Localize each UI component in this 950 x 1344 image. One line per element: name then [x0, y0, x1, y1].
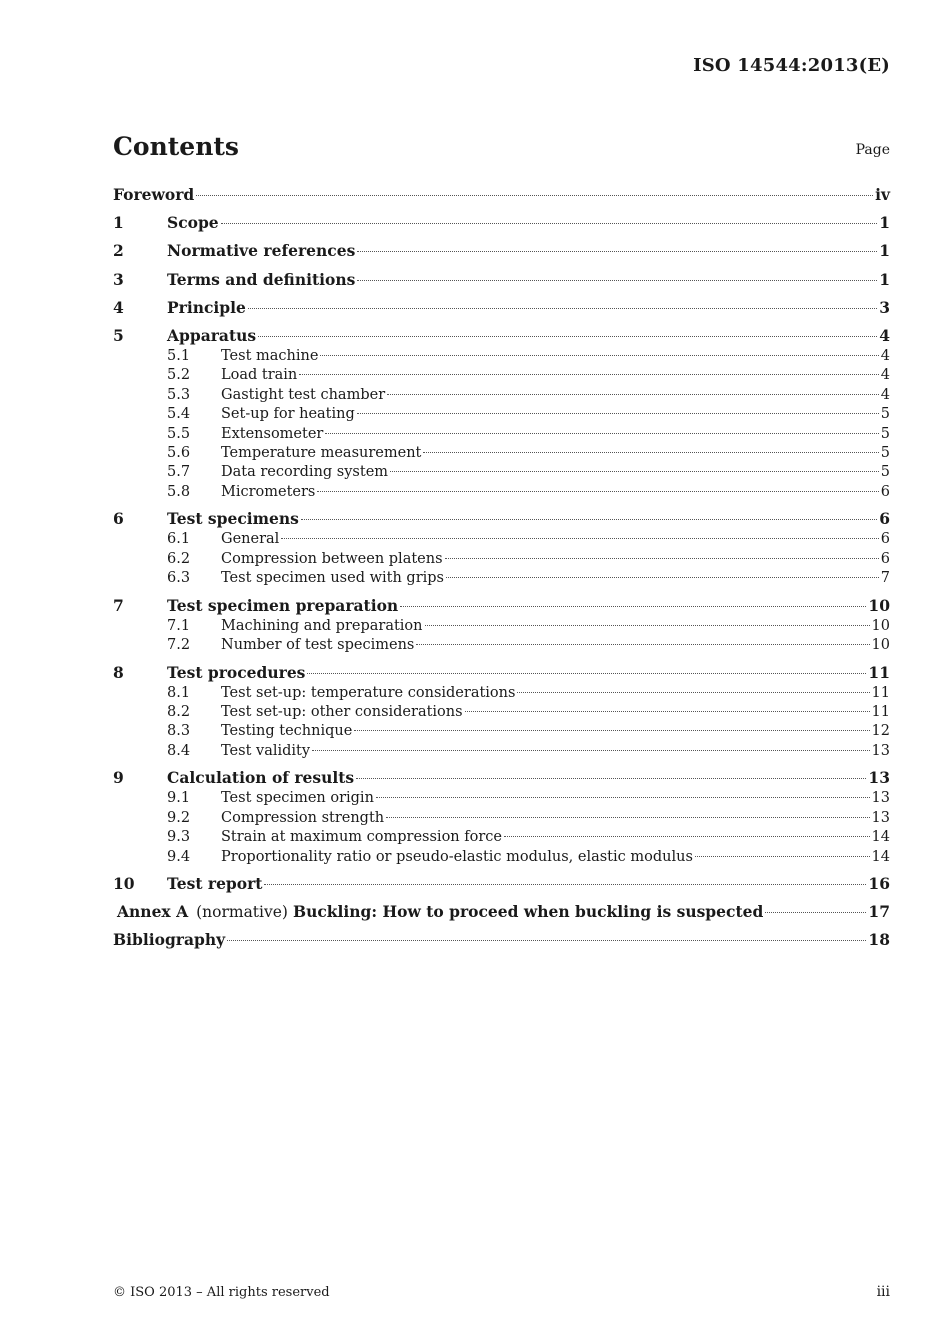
toc-entry-number: 10	[113, 874, 135, 894]
dot-leader	[196, 195, 873, 196]
toc-entry-number: 4	[113, 297, 124, 317]
toc-entry-number: 5	[113, 325, 124, 345]
toc-entry-page: 11	[868, 662, 890, 682]
toc-entry[interactable]	[113, 483, 890, 502]
dot-leader	[390, 471, 879, 472]
dot-leader	[258, 336, 877, 337]
toc-entry-title: Scope	[167, 213, 219, 233]
dot-leader	[281, 538, 878, 539]
toc-entry-number: 8	[113, 662, 124, 682]
toc-entry-title: Set-up for heating	[221, 406, 355, 423]
toc-entry-title: Foreword	[113, 185, 195, 204]
toc-entry-page: 5	[880, 464, 890, 481]
contents-title: Contents	[113, 132, 240, 161]
toc-entry-number: 5.8	[167, 483, 191, 500]
toc-entry-page: iv	[875, 185, 890, 204]
toc-entry-number: 5.3	[167, 386, 191, 403]
toc-entry-page: 17	[868, 902, 890, 922]
toc-entry-title: Normative references	[167, 241, 356, 261]
toc-entry-title: Terms and definitions	[167, 269, 356, 289]
toc-entry[interactable]	[113, 617, 890, 636]
toc-entry-title: Principle	[167, 297, 246, 317]
contents-heading	[113, 132, 890, 164]
toc-entry-number: 7	[113, 595, 124, 615]
toc-entry-page: 6	[880, 531, 890, 548]
toc-entry-page: 10	[871, 637, 890, 653]
toc-entry-title: Test machine	[221, 347, 319, 364]
toc-entry-number: 9.1	[167, 790, 191, 807]
toc-entry-title: Number of test specimens	[221, 637, 415, 653]
toc-entry-number: 5.6	[167, 444, 191, 461]
toc-entry[interactable]	[113, 703, 890, 722]
toc-entry-page: 4	[880, 347, 890, 364]
toc-annex-type: (normative)	[196, 903, 288, 922]
toc-entry-title: Proportionality ratio or pseudo-elastic modulus, elastic modulus	[221, 848, 693, 865]
toc-entry-number: 7.1	[167, 617, 191, 634]
dot-leader	[357, 251, 877, 252]
toc-entry-page: 13	[871, 809, 890, 826]
document-id: ISO 14544:2013(E)	[693, 55, 890, 76]
toc-entry-page: 4	[880, 386, 890, 403]
toc-entry-number: 3	[113, 269, 124, 289]
toc-entry[interactable]	[113, 530, 890, 549]
toc-entry-title: Gastight test chamber	[221, 386, 386, 403]
toc-entry-number: 5.7	[167, 464, 191, 481]
toc-entry-page: 16	[868, 874, 890, 894]
toc-entry-page: 5	[880, 406, 890, 423]
toc-entry[interactable]	[113, 325, 890, 347]
toc-entry-page: 3	[879, 297, 890, 317]
toc-entry-page: 18	[868, 930, 890, 950]
dot-leader	[376, 797, 870, 798]
toc-entry-title: Test specimen used with grips	[221, 570, 444, 587]
toc-entry-number: 6.2	[167, 550, 191, 567]
toc-entry-page: 13	[868, 768, 890, 788]
toc-entry-title: Data recording system	[221, 464, 389, 481]
dot-leader	[317, 491, 878, 492]
toc-entry-title: Test set-up: temperature considerations	[221, 684, 516, 701]
toc-entry-number: 2	[113, 241, 124, 261]
dot-leader	[387, 394, 879, 395]
toc-entry-title: Buckling: How to proceed when buckling is suspected	[292, 902, 764, 922]
dot-leader	[423, 452, 878, 453]
toc-entry[interactable]	[113, 848, 890, 867]
toc-entry-number: 9	[113, 768, 124, 788]
toc-entry[interactable]	[113, 662, 890, 684]
dot-leader	[301, 519, 877, 520]
toc-entry[interactable]	[113, 297, 890, 319]
toc-annex-label: Annex A	[117, 902, 189, 922]
toc-entry[interactable]	[113, 425, 890, 444]
toc-entry-number: 5.4	[167, 406, 191, 423]
dot-leader	[517, 692, 869, 693]
dot-leader	[264, 884, 866, 885]
toc-entry[interactable]	[113, 240, 890, 262]
dot-leader	[357, 413, 879, 414]
toc-entry[interactable]	[113, 550, 890, 569]
dot-leader	[307, 673, 866, 674]
toc-entry-page: 1	[879, 269, 890, 289]
toc-entry-number: 8.3	[167, 723, 191, 740]
toc-entry-page: 1	[879, 241, 890, 261]
toc-entry-page: 12	[871, 723, 890, 740]
toc-entry-title: Test specimen origin	[221, 790, 374, 807]
toc-entry-page: 14	[871, 829, 890, 846]
dot-leader	[695, 856, 870, 857]
dot-leader	[248, 308, 877, 309]
dot-leader	[400, 606, 866, 607]
toc-entry-page: 13	[871, 790, 890, 807]
toc-entry[interactable]	[113, 809, 890, 828]
toc-entry-title: Apparatus	[167, 325, 257, 345]
toc-entry[interactable]	[113, 444, 890, 463]
toc-entry-title: Extensometer	[221, 425, 324, 442]
dot-leader	[416, 644, 869, 645]
toc-entry-title: Test report	[167, 874, 263, 894]
dot-leader	[357, 280, 877, 281]
toc-entry-number: 8.4	[167, 742, 191, 759]
dot-leader	[312, 750, 869, 751]
toc-entry[interactable]	[113, 184, 890, 206]
toc-entry[interactable]	[113, 742, 890, 761]
toc-entry-page: 5	[880, 425, 890, 442]
dot-leader	[425, 625, 870, 626]
toc-entry-number: 8.1	[167, 684, 191, 701]
toc-entry[interactable]	[113, 405, 890, 424]
toc-entry-title: Micrometers	[221, 483, 316, 500]
toc-entry-title: Testing technique	[221, 723, 353, 740]
toc-entry-title: Test specimens	[167, 509, 299, 529]
dot-leader	[320, 355, 878, 356]
toc-entry-page: 11	[871, 703, 890, 720]
toc-entry-title: Load train	[221, 367, 298, 384]
toc-entry-title: Strain at maximum compression force	[221, 829, 502, 846]
toc-entry-title: Test set-up: other considerations	[221, 703, 463, 720]
dot-leader	[446, 577, 879, 578]
toc-entry-number: 5.2	[167, 367, 191, 384]
toc-entry-page: 10	[871, 617, 890, 634]
dot-leader	[386, 817, 869, 818]
toc-entry-title: Machining and preparation	[221, 617, 423, 634]
table-of-contents	[113, 184, 890, 951]
page-number: iii	[876, 1284, 890, 1300]
toc-entry[interactable]	[113, 684, 890, 703]
toc-entry-number: 7.2	[167, 637, 191, 653]
toc-entry-title: Compression strength	[221, 809, 385, 826]
toc-entry[interactable]	[113, 767, 890, 789]
toc-entry-page: 7	[880, 570, 890, 587]
toc-entry-title: Test specimen preparation	[167, 595, 399, 615]
dot-leader	[465, 711, 870, 712]
toc-entry-number: 1	[113, 213, 124, 233]
toc-entry-title: Bibliography	[113, 930, 226, 950]
toc-entry-number: 5.1	[167, 347, 191, 364]
dot-leader	[356, 778, 866, 779]
toc-entry[interactable]	[113, 508, 890, 530]
toc-entry-title: Compression between platens	[221, 550, 443, 567]
toc-entry-page: 11	[871, 684, 890, 701]
toc-entry-number: 6	[113, 509, 124, 529]
toc-entry-page: 1	[879, 213, 890, 233]
page-column-label: Page	[855, 142, 890, 158]
toc-entry-number: 6.3	[167, 570, 191, 587]
copyright-notice: © ISO 2013 – All rights reserved	[113, 1285, 330, 1300]
dot-leader	[299, 374, 878, 375]
toc-entry-page: 6	[879, 509, 890, 529]
toc-entry-title: Test procedures	[167, 662, 306, 682]
toc-entry[interactable]	[113, 636, 890, 655]
toc-entry-page: 4	[880, 367, 890, 384]
toc-entry[interactable]	[113, 789, 890, 808]
dot-leader	[765, 912, 866, 913]
dot-leader	[445, 558, 879, 559]
toc-entry[interactable]	[113, 873, 890, 895]
toc-entry-number: 9.2	[167, 809, 191, 826]
toc-entry-number: 6.1	[167, 531, 191, 548]
toc-entry-number: 5.5	[167, 425, 191, 442]
toc-entry[interactable]	[113, 569, 890, 588]
toc-entry[interactable]	[113, 386, 890, 405]
toc-entry[interactable]	[113, 366, 890, 385]
toc-entry[interactable]	[113, 722, 890, 741]
toc-entry-page: 6	[880, 550, 890, 567]
dot-leader	[504, 836, 870, 837]
toc-entry[interactable]	[113, 929, 890, 951]
toc-entry[interactable]	[113, 828, 890, 847]
toc-entry[interactable]	[113, 595, 890, 617]
toc-entry-page: 4	[879, 325, 890, 345]
toc-entry[interactable]	[113, 901, 890, 923]
dot-leader	[221, 223, 878, 224]
toc-entry-number: 9.3	[167, 829, 191, 846]
toc-entry-page: 13	[871, 742, 890, 759]
toc-entry-number: 9.4	[167, 848, 191, 865]
toc-entry[interactable]	[113, 269, 890, 291]
dot-leader	[325, 433, 878, 434]
toc-entry-page: 14	[871, 848, 890, 865]
toc-entry-title: Calculation of results	[167, 768, 355, 788]
toc-entry-page: 6	[880, 483, 890, 500]
toc-entry[interactable]	[113, 212, 890, 234]
toc-entry-title: General	[221, 531, 280, 548]
toc-entry-title: Test validity	[221, 742, 311, 759]
dot-leader	[354, 730, 869, 731]
toc-entry-title: Temperature measurement	[221, 444, 422, 461]
toc-entry[interactable]	[113, 463, 890, 482]
toc-entry-number: 8.2	[167, 703, 191, 720]
toc-entry[interactable]	[113, 347, 890, 366]
dot-leader	[227, 940, 866, 941]
toc-entry-page: 5	[880, 444, 890, 461]
toc-entry-page: 10	[868, 595, 890, 615]
